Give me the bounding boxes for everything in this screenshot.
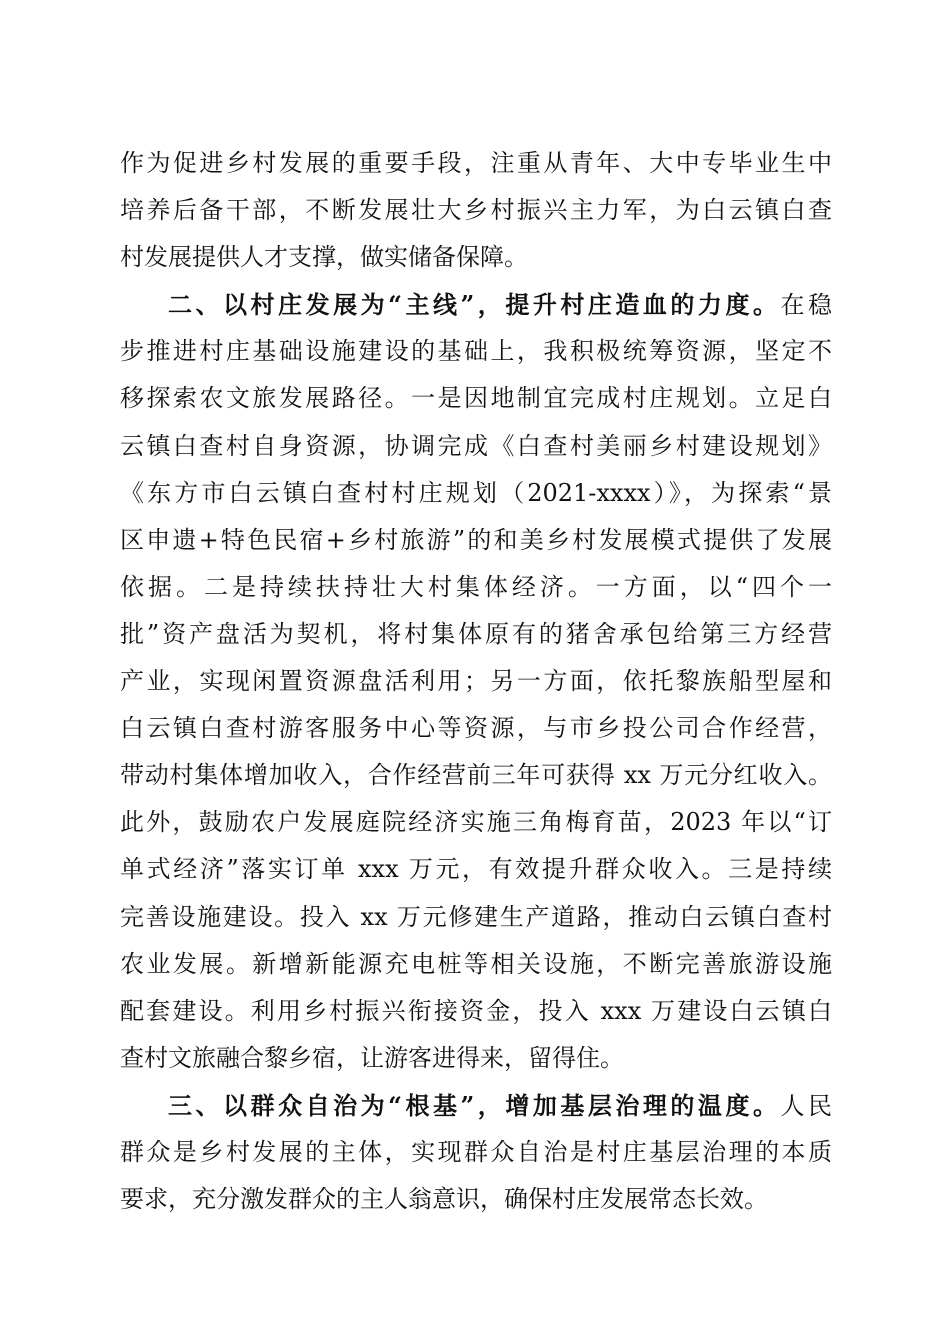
paragraph-1 (120, 140, 832, 281)
paragraph-line: 依据。二是持续扶持壮大村集体经济。一方面，以“四个一 (120, 572, 832, 601)
paragraph-line: 云镇白查村自身资源，协调完成《白查村美丽乡村建设规划》 (120, 431, 832, 460)
paragraph-line: 群众是乡村发展的主体，实现群众自治是村庄基层治理的本质 (120, 1137, 832, 1166)
paragraph-line: 移探索农文旅发展路径。一是因地制宜完成村庄规划。立足白 (120, 384, 832, 413)
paragraph-line: 完善设施建设。投入 xx 万元修建生产道路，推动白云镇白查村 (120, 902, 832, 931)
paragraph-3 (120, 1082, 832, 1223)
paragraph-line: 配套建设。利用乡村振兴衔接资金，投入 xxx 万建设白云镇白 (120, 996, 832, 1025)
document-body (120, 140, 832, 1223)
paragraph-line: 培养后备干部，不断发展壮大乡村振兴主力军，为白云镇白查 (120, 196, 832, 225)
paragraph-2 (120, 281, 832, 1082)
paragraph-line: 步推进村庄基础设施建设的基础上，我积极统筹资源，坚定不 (120, 337, 832, 366)
paragraph-text: 在稳 (780, 291, 832, 320)
paragraph-line: 此外，鼓励农户发展庭院经济实施三角梅育苗，2023 年以“订 (120, 808, 832, 837)
paragraph-line: 农业发展。新增新能源充电桩等相关设施，不断完善旅游设施 (120, 949, 832, 978)
paragraph-line: 白云镇白查村游客服务中心等资源，与市乡投公司合作经营， (120, 714, 832, 743)
paragraph-line: 村发展提供人才支撑，做实储备保障。 (120, 243, 528, 272)
paragraph-first-line (120, 281, 832, 328)
section-heading-2: 二、以村庄发展为“主线”，提升村庄造血的力度。 (168, 290, 781, 320)
paragraph-line: 作为促进乡村发展的重要手段，注重从青年、大中专毕业生中 (120, 149, 832, 177)
paragraph-text: 人民 (780, 1091, 832, 1120)
paragraph-line: 产业，实现闲置资源盘活利用；另一方面，依托黎族船型屋和 (120, 667, 832, 696)
paragraph-first-line (120, 1082, 832, 1129)
paragraph-line: 带动村集体增加收入，合作经营前三年可获得 xx 万元分红收入。 (120, 761, 832, 790)
paragraph-line: 单式经济”落实订单 xxx 万元，有效提升群众收入。三是持续 (120, 855, 832, 884)
section-heading-3: 三、以群众自治为“根基”，增加基层治理的温度。 (168, 1090, 781, 1120)
paragraph-line: 区申遗+特色民宿+乡村旅游”的和美乡村发展模式提供了发展 (120, 525, 832, 554)
paragraph-line: 批”资产盘活为契机，将村集体原有的猪舍承包给第三方经营 (120, 619, 832, 648)
paragraph-line: 《东方市白云镇白查村村庄规划（2021-xxxx）》，为探索“景 (120, 478, 832, 507)
paragraph-line: 查村文旅融合黎乡宿，让游客进得来，留得住。 (120, 1043, 624, 1072)
paragraph-line: 要求，充分激发群众的主人翁意识，确保村庄发展常态长效。 (120, 1185, 768, 1214)
